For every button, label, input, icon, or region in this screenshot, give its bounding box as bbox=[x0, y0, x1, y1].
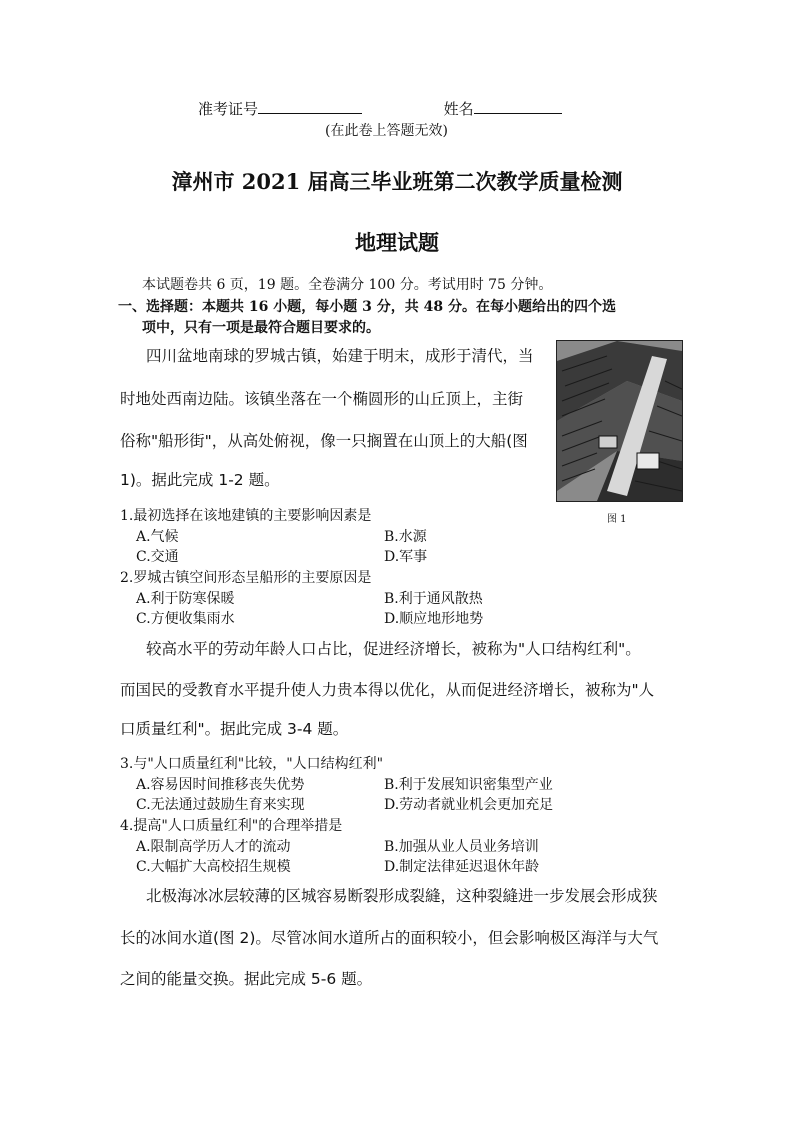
exam-number-field[interactable] bbox=[258, 99, 362, 114]
q2-option-d[interactable]: D.顺应地形地势 bbox=[384, 611, 484, 627]
passage3-line2: 长的冰间水道(图 2)。尽管冰间水道所占的面积较小，但会影响极区海洋与大气 bbox=[120, 929, 659, 947]
question-1-stem: 1.最初选择在该地建镇的主要影响因素是 bbox=[120, 508, 372, 524]
passage2-line3: 口质量红利"。据此完成 3-4 题。 bbox=[120, 720, 349, 738]
name-field[interactable] bbox=[474, 99, 562, 114]
exam-header bbox=[198, 98, 562, 119]
section-heading-line1: 一、选择题：本题共 16 小题，每小题 3 分，共 48 分。在每小题给出的四个选 bbox=[118, 299, 616, 315]
passage2-line1: 较高水平的劳动年龄人口占比，促进经济增长，被称为"人口结构红利"。 bbox=[146, 640, 641, 658]
passage1-line3: 俗称"船形街"，从高处俯视，像一只搁置在山顶上的大船(图 bbox=[120, 432, 528, 450]
name-label: 姓名 bbox=[443, 100, 474, 118]
q4-option-b[interactable]: B.加强从业人员业务培训 bbox=[384, 839, 539, 855]
passage3-line1: 北极海冰冰层较薄的区城容易断裂形成裂縫，这种裂縫进一步发展会形成狭 bbox=[146, 887, 658, 905]
q1-option-d[interactable]: D.军事 bbox=[384, 549, 428, 565]
q3-option-d[interactable]: D.劳动者就业机会更加充足 bbox=[384, 797, 554, 813]
q4-option-a[interactable]: A.限制高学历人才的流动 bbox=[136, 839, 291, 855]
q2-option-a[interactable]: A.利于防寒保暖 bbox=[136, 591, 235, 607]
q2-option-c[interactable]: C.方便收集雨水 bbox=[136, 611, 235, 627]
q1-option-a[interactable]: A.气候 bbox=[136, 529, 179, 545]
passage2-line2: 而国民的受教育水平提升使人力贵本得以优化，从而促进经济增长，被称为"人 bbox=[120, 681, 655, 699]
section-heading-line2: 项中，只有一项是最符合题目要求的。 bbox=[142, 320, 380, 336]
passage1-line2: 时地处西南边陆。该镇坐落在一个椭圆形的山丘顶上，主街 bbox=[120, 390, 524, 408]
question-4-stem: 4.提高"人口质量红利"的合理举措是 bbox=[120, 818, 343, 834]
passage3-line3: 之间的能量交换。据此完成 5-6 题。 bbox=[120, 970, 373, 988]
q1-option-c[interactable]: C.交通 bbox=[136, 549, 179, 565]
q2-option-b[interactable]: B.利于通风散热 bbox=[384, 591, 483, 607]
header-note: (在此卷上答题无效) bbox=[325, 123, 448, 139]
q3-option-b[interactable]: B.利于发展知识密集型产业 bbox=[384, 777, 553, 793]
q4-option-d[interactable]: D.制定法律延迟退休年龄 bbox=[384, 859, 540, 875]
q1-option-b[interactable]: B.水源 bbox=[384, 529, 427, 545]
q4-option-c[interactable]: C.大幅扩大高校招生规模 bbox=[136, 859, 291, 875]
exam-number-label: 准考证号 bbox=[198, 100, 259, 118]
exam-intro: 本试题卷共 6 页，19 题。全卷满分 100 分。考试用时 75 分钟。 bbox=[142, 277, 553, 293]
figure1-caption: 图 1 bbox=[607, 514, 627, 525]
q3-option-c[interactable]: C.无法通过鼓励生育来实现 bbox=[136, 797, 305, 813]
question-2-stem: 2.罗城古镇空间形态呈船形的主要原因是 bbox=[120, 570, 372, 586]
passage1-line1: 四川盆地南球的罗城古镇，始建于明末，成形于清代，当 bbox=[146, 347, 534, 365]
page-subtitle: 地理试题 bbox=[355, 230, 439, 255]
passage1-line4: 1)。据此完成 1-2 题。 bbox=[120, 471, 280, 489]
q3-option-a[interactable]: A.容易因时间推移丧失优势 bbox=[136, 777, 305, 793]
question-3-stem: 3.与"人口质量红利"比较，"人口结构红利" bbox=[120, 756, 384, 772]
page-title: 漳州市 2021 届高三毕业班第二次教学质量检测 bbox=[171, 169, 623, 194]
figure1-town-photo bbox=[556, 340, 683, 502]
